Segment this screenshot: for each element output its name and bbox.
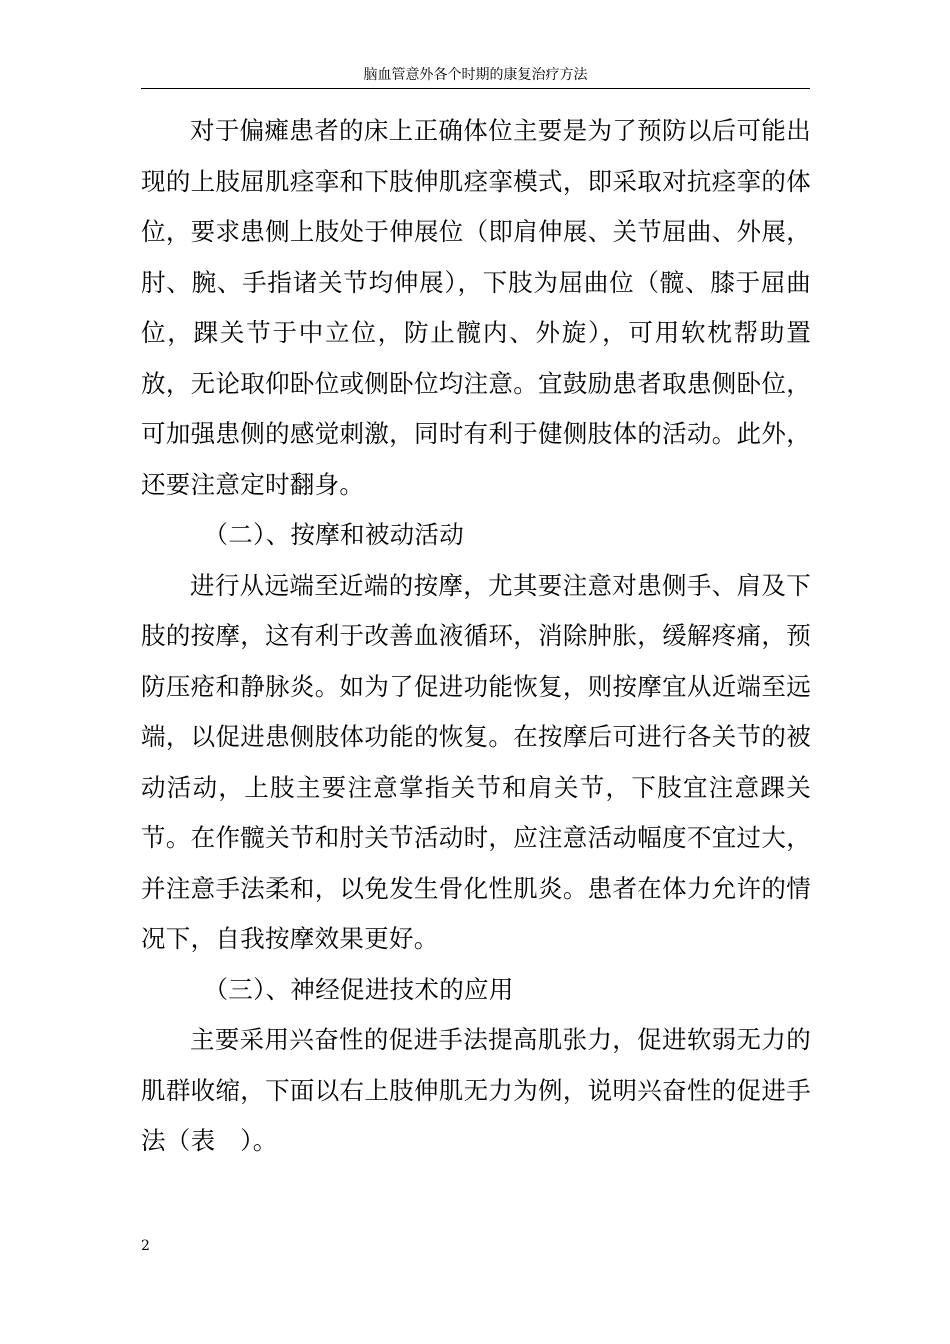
paragraph-positioning: 对于偏瘫患者的床上正确体位主要是为了预防以后可能出现的上肢屈肌痉挛和下肢伸肌痉挛模式，即采取对抗痉挛的体位，要求患侧上肢处于伸展位（即肩伸展、关节屈曲、外展，肘、腕、手指诸关节均伸展），下肢为屈曲位（髋、膝于屈曲位，踝关节于中立位，防止髋内、外旋），可用软枕帮助置放，无论取仰卧位或侧卧位均注意。宜鼓励患者取患侧卧位，可加强患侧的感觉刺激，同时有利于健侧肢体的活动。此外，还要注意定时翻身。 bbox=[141, 116, 811, 499]
page-number: 2 bbox=[141, 1238, 150, 1254]
document-body bbox=[141, 106, 811, 1167]
header-rule bbox=[141, 88, 810, 89]
section-heading-neural-facilitation: （三）、神经促进技术的应用 bbox=[203, 974, 514, 1004]
paragraph-neural-facilitation: 主要采用兴奋性的促进手法提高肌张力，促进软弱无力的肌群收缩，下面以右上肢伸肌无力为例，说明兴奋性的促进手法（表 ）。 bbox=[141, 1025, 811, 1155]
running-header: 脑血管意外各个时期的康复治疗方法 bbox=[363, 67, 588, 83]
paragraph-massage: 进行从远端至近端的按摩，尤其要注意对患侧手、肩及下肢的按摩，这有利于改善血液循环，消除肿胀，缓解疼痛，预防压疮和静脉炎。如为了促进功能恢复，则按摩宜从近端至远端，以促进患侧肢体功能的恢复。在按摩后可进行各关节的被动活动，上肢主要注意掌指关节和肩关节，下肢宜注意踝关节。在作髋关节和肘关节活动时，应注意活动幅度不宜过大，并注意手法柔和，以免发生骨化性肌炎。患者在体力允许的情况下，自我按摩效果更好。 bbox=[141, 570, 811, 953]
section-heading-massage: （二）、按摩和被动活动 bbox=[203, 520, 465, 549]
